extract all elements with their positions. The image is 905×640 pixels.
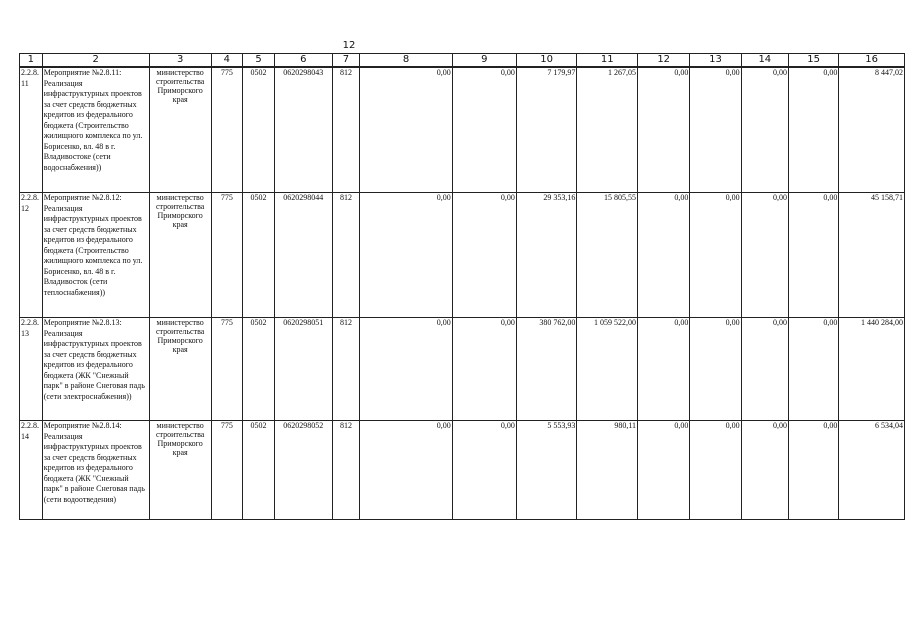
cell-c7: 812: [332, 421, 360, 520]
cell-c14: 0,00: [741, 318, 788, 421]
cell-c8: 0,00: [360, 193, 452, 318]
cell-c16: 6 534,04: [839, 421, 905, 520]
cell-c13: 0,00: [690, 193, 741, 318]
executor: министерство строительства Приморского края: [149, 67, 211, 193]
cell-c5: 0502: [243, 421, 275, 520]
cell-c9: 0,00: [452, 193, 516, 318]
executor: министерство строительства Приморского края: [149, 318, 211, 421]
budget-table: [19, 53, 905, 520]
row-index: 2.2.8.12: [20, 193, 43, 318]
cell-c9: 0,00: [452, 67, 516, 193]
cell-c15: 0,00: [789, 67, 839, 193]
cell-c10: 29 353,16: [516, 193, 577, 318]
cell-c7: 812: [332, 67, 360, 193]
cell-c6: 0620298043: [274, 67, 332, 193]
column-header: 15: [789, 54, 839, 68]
row-index: 2.2.8.11: [20, 67, 43, 193]
cell-c12: 0,00: [638, 421, 690, 520]
table-row: [20, 67, 905, 193]
column-header: 11: [577, 54, 638, 68]
cell-c5: 0502: [243, 318, 275, 421]
table-row: [20, 421, 905, 520]
cell-c5: 0502: [243, 193, 275, 318]
column-header: 7: [332, 54, 360, 68]
cell-c14: 0,00: [741, 421, 788, 520]
cell-c11: 15 805,55: [577, 193, 638, 318]
cell-c15: 0,00: [789, 193, 839, 318]
cell-c4: 775: [211, 67, 243, 193]
cell-c5: 0502: [243, 67, 275, 193]
measure-description: Мероприятие №2.8.11: Реализация инфраструктурных проектов за счет средств бюджетных кредитов из федерального бюджета (Строительство жилищного комплекса по ул. Борисенко, вл. 48 в г. Владивостоке (сети водоснабжения)): [42, 67, 149, 193]
cell-c6: 0620298044: [274, 193, 332, 318]
cell-c4: 775: [211, 193, 243, 318]
column-header: 13: [690, 54, 741, 68]
cell-c10: 5 553,93: [516, 421, 577, 520]
header-row: [20, 54, 905, 68]
cell-c16: 45 158,71: [839, 193, 905, 318]
column-header: 9: [452, 54, 516, 68]
cell-c12: 0,00: [638, 193, 690, 318]
column-header: 5: [243, 54, 275, 68]
cell-c15: 0,00: [789, 421, 839, 520]
cell-c8: 0,00: [360, 318, 452, 421]
cell-c13: 0,00: [690, 67, 741, 193]
column-header: 6: [274, 54, 332, 68]
measure-description: Мероприятие №2.8.13: Реализация инфраструктурных проектов за счет средств бюджетных кредитов из федерального бюджета (ЖК "Снежный парк" в районе Снеговая падь (сети электроснабжения)): [42, 318, 149, 421]
cell-c10: 7 179,97: [516, 67, 577, 193]
cell-c16: 8 447,02: [839, 67, 905, 193]
cell-c12: 0,00: [638, 318, 690, 421]
measure-description: Мероприятие №2.8.14: Реализация инфраструктурных проектов за счет средств бюджетных кредитов из федерального бюджета (ЖК "Снежный парк" в районе Снеговая падь (сети водоотведения): [42, 421, 149, 520]
measure-description: Мероприятие №2.8.12: Реализация инфраструктурных проектов за счет средств бюджетных кредитов из федерального бюджета (Строительство жилищного комплекса по ул. Борисенко, вл. 48 в г. Владивосток (сети теплоснабжения)): [42, 193, 149, 318]
cell-c9: 0,00: [452, 318, 516, 421]
cell-c11: 1 059 522,00: [577, 318, 638, 421]
column-header: 12: [638, 54, 690, 68]
cell-c15: 0,00: [789, 318, 839, 421]
cell-c14: 0,00: [741, 193, 788, 318]
cell-c11: 1 267,05: [577, 67, 638, 193]
column-header: 1: [20, 54, 43, 68]
row-index: 2.2.8.14: [20, 421, 43, 520]
cell-c6: 0620298051: [274, 318, 332, 421]
column-header: 4: [211, 54, 243, 68]
table-row: [20, 318, 905, 421]
cell-c6: 0620298052: [274, 421, 332, 520]
row-index: 2.2.8.13: [20, 318, 43, 421]
cell-c13: 0,00: [690, 421, 741, 520]
cell-c4: 775: [211, 318, 243, 421]
cell-c9: 0,00: [452, 421, 516, 520]
cell-c4: 775: [211, 421, 243, 520]
cell-c14: 0,00: [741, 67, 788, 193]
cell-c11: 980,11: [577, 421, 638, 520]
column-header: 2: [42, 54, 149, 68]
table-row: [20, 193, 905, 318]
executor: министерство строительства Приморского края: [149, 193, 211, 318]
page-number: 12: [342, 40, 356, 51]
cell-c12: 0,00: [638, 67, 690, 193]
column-header: 3: [149, 54, 211, 68]
cell-c16: 1 440 284,00: [839, 318, 905, 421]
cell-c7: 812: [332, 318, 360, 421]
cell-c13: 0,00: [690, 318, 741, 421]
column-header: 14: [741, 54, 788, 68]
cell-c8: 0,00: [360, 67, 452, 193]
column-header: 8: [360, 54, 452, 68]
executor: министерство строительства Приморского края: [149, 421, 211, 520]
cell-c7: 812: [332, 193, 360, 318]
column-header: 16: [839, 54, 905, 68]
cell-c8: 0,00: [360, 421, 452, 520]
column-header: 10: [516, 54, 577, 68]
cell-c10: 380 762,00: [516, 318, 577, 421]
